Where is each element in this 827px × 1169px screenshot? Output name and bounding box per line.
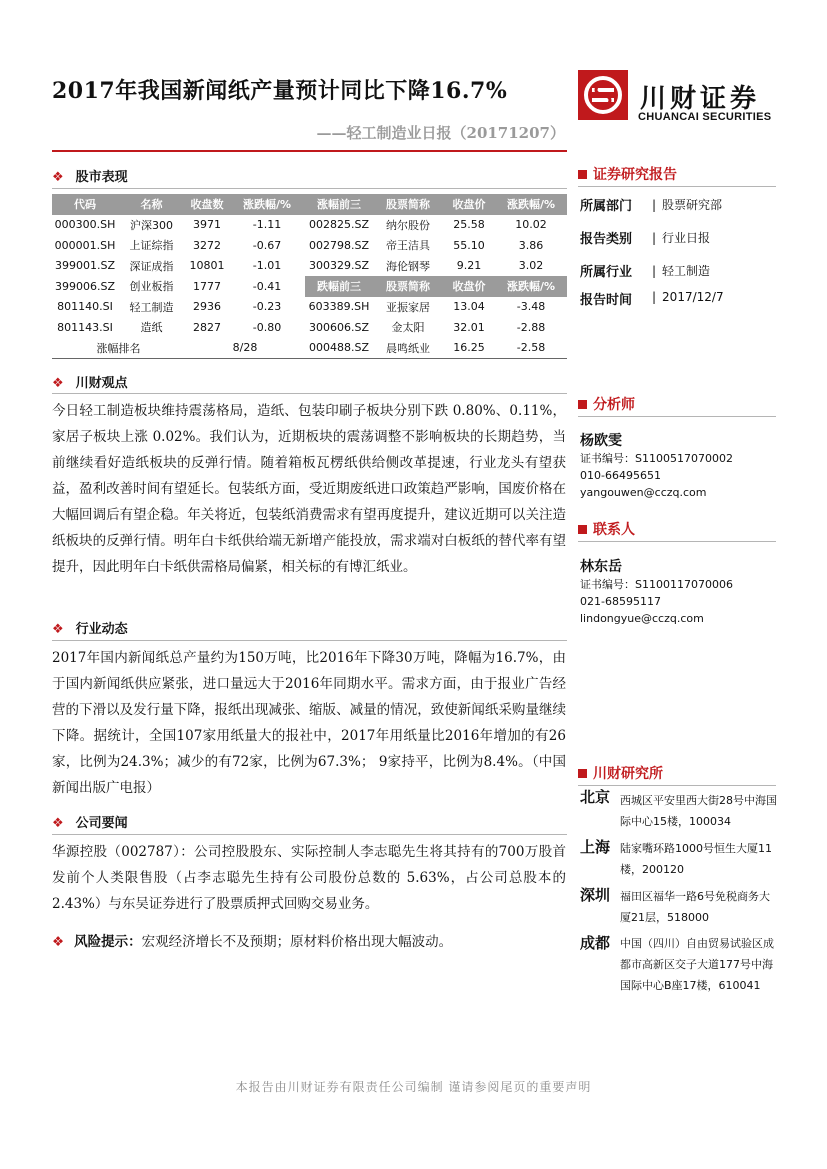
- cell: 9.21: [456, 259, 482, 273]
- cell: -0.41: [252, 279, 282, 293]
- info-label-type: 报告类别: [580, 232, 633, 247]
- cell: -3.48: [516, 300, 546, 314]
- analyst-cert: 证书编号：S1100517070002: [580, 452, 733, 465]
- risk-label: 风险提示：: [74, 934, 142, 950]
- city-shenzhen: 深圳: [580, 886, 611, 904]
- brand-name-en: CHUANCAI SECURITIES: [638, 111, 772, 123]
- report-title: 2017年我国新闻纸产量预计同比下降16.7%: [52, 78, 508, 104]
- cell: 399001.SZ: [54, 259, 115, 273]
- info-value-industry: | 轻工制造: [652, 264, 711, 278]
- diamond-bullet-icon: ❖: [52, 622, 64, 637]
- cell: 沪深300: [130, 218, 173, 232]
- cell: 轻工制造: [129, 300, 174, 314]
- section-industry-title: 行业动态: [75, 622, 128, 637]
- section-company-heading: [52, 812, 128, 831]
- analyst-phone: 010-66495651: [580, 469, 661, 482]
- cell: 16.25: [443, 338, 495, 359]
- page-footer: 本报告由川财证券有限责任公司编制 谨请参阅尾页的重要声明: [235, 1080, 592, 1094]
- cell: 300329.SZ: [308, 259, 369, 273]
- col-header: 涨幅前三: [305, 194, 373, 215]
- cell: 创业板指: [129, 280, 174, 294]
- cell: 000488.SZ: [305, 338, 373, 359]
- square-bullet-icon: [578, 400, 587, 409]
- col-header: 跌幅前三: [305, 276, 373, 297]
- cell: -2.88: [516, 320, 546, 334]
- section-market-title: 股市表现: [75, 170, 128, 185]
- cell: 55.10: [453, 238, 485, 252]
- address-shenzhen: 福田区福华一路6号免税商务大厦21层，518000: [620, 890, 770, 924]
- cell: 25.58: [453, 218, 485, 232]
- sidebar-divider: [578, 541, 776, 542]
- cell: 海伦钢琴: [386, 259, 430, 273]
- cell: 000300.SH: [54, 218, 116, 232]
- col-header: 收盘价: [443, 194, 495, 215]
- sidebar-contact-title: 联系人: [593, 522, 635, 538]
- col-header: 股票简称: [373, 194, 443, 215]
- square-bullet-icon: [578, 170, 587, 179]
- cell: 13.04: [453, 300, 485, 314]
- col-header: 涨跌幅/%: [495, 276, 567, 297]
- section-industry-heading: [52, 618, 128, 637]
- diamond-bullet-icon: ❖: [52, 170, 64, 185]
- risk-warning: [52, 930, 452, 950]
- industry-paragraph: 2017年国内新闻纸总产量约为150万吨，比2016年下降30万吨，降幅为16.7%，由于国内新闻纸供应紧张，进口量远大于2016年同期水平。需求方面，由于报业广告经营的下滑以及发行量下降，报纸出现减张、缩版、减量的情况，致使新闻纸采购量继续下降。据统计，全国107家用纸量大的报社中，2017年用纸量比2016年增加的有26家，比例为24.3%；减少的有72家，比例为67.3%； 9家持平，比例为8.4%。（中国新闻出版广电报）: [52, 650, 566, 796]
- cell: 2936: [193, 300, 221, 314]
- cell: -0.67: [252, 238, 282, 252]
- contact-phone: 021-68595117: [580, 595, 661, 608]
- city-shanghai: 上海: [580, 838, 611, 856]
- col-header: 涨跌幅/%: [229, 194, 305, 215]
- sidebar-institute-heading: [578, 763, 663, 783]
- table-row: [52, 276, 567, 297]
- section-divider: [52, 834, 567, 835]
- sidebar-analyst-heading: [578, 394, 635, 414]
- risk-text: 宏观经济增长不及预期；原材料价格出现大幅波动。: [141, 934, 453, 950]
- section-view-title: 川财观点: [75, 376, 128, 391]
- cell: 002825.SZ: [308, 218, 369, 232]
- col-header: 股票简称: [373, 276, 443, 297]
- sidebar-contact-heading: [578, 519, 635, 539]
- rank-value: 8/28: [185, 338, 305, 359]
- cell: 3272: [193, 238, 221, 252]
- square-bullet-icon: [578, 525, 587, 534]
- cell: 603389.SH: [308, 300, 370, 314]
- address-beijing: 西城区平安里西大街28号中海国际中心15楼，100034: [620, 794, 777, 828]
- cell: -0.23: [252, 300, 282, 314]
- sidebar-report-title: 证券研究报告: [593, 167, 677, 183]
- city-chengdu: 成都: [580, 934, 611, 952]
- cell: 801143.SI: [57, 320, 113, 334]
- section-divider: [52, 393, 567, 394]
- section-view-heading: [52, 372, 128, 391]
- cell: 002798.SZ: [308, 238, 369, 252]
- market-table: [52, 194, 567, 359]
- cell: 2827: [193, 320, 221, 334]
- cell: 300606.SZ: [308, 320, 369, 334]
- table-row: [52, 317, 567, 338]
- cell: 1777: [193, 279, 221, 293]
- info-value-date: | 2017/12/7: [652, 290, 724, 304]
- info-value-dept: | 股票研究部: [652, 198, 723, 212]
- section-divider: [52, 640, 567, 641]
- contact-email[interactable]: lindongyue@cczq.com: [580, 612, 704, 625]
- analyst-email[interactable]: yangouwen@cczq.com: [580, 486, 707, 499]
- cell: 399006.SZ: [54, 279, 115, 293]
- info-value-type: | 行业日报: [652, 231, 711, 245]
- contact-cert: 证书编号：S1100117070006: [580, 578, 733, 591]
- cell: 亚振家居: [386, 300, 430, 314]
- info-label-industry: 所属行业: [580, 265, 633, 280]
- col-header: 涨跌幅/%: [495, 194, 567, 215]
- cell: 3971: [193, 218, 221, 232]
- cell: 晨鸣纸业: [373, 338, 443, 359]
- address-chengdu: 中国（四川）自由贸易试验区成都市高新区交子大道177号中海国际中心B座17楼，610041: [620, 937, 774, 992]
- table-header-row: [52, 194, 567, 215]
- section-company-title: 公司要闻: [75, 816, 128, 831]
- cell: 金太阳: [391, 321, 425, 335]
- sidebar-report-heading: [578, 164, 677, 184]
- sidebar-divider: [578, 416, 776, 417]
- analyst-name: 杨欧雯: [580, 433, 622, 449]
- sidebar-divider: [578, 186, 776, 187]
- chuancai-logo-icon: [578, 70, 628, 120]
- col-header: 名称: [118, 194, 185, 215]
- cell: 上证综指: [129, 239, 174, 253]
- col-header: 收盘价: [443, 276, 495, 297]
- cell: 纳尔股份: [386, 218, 430, 232]
- cell: 10.02: [515, 218, 547, 232]
- col-header: 收盘数: [185, 194, 229, 215]
- info-label-date: 报告时间: [580, 293, 633, 308]
- section-market-heading: [52, 166, 128, 185]
- table-row: [52, 235, 567, 256]
- report-subtitle: ——轻工制造业日报（20171207）: [316, 124, 565, 142]
- sidebar-institute-title: 川财研究所: [593, 766, 663, 782]
- diamond-bullet-icon: ❖: [52, 816, 64, 831]
- brand-name-cn: 川财证券: [640, 84, 761, 114]
- rank-label: 涨幅排名: [52, 338, 185, 359]
- cell: -1.11: [252, 218, 282, 232]
- diamond-bullet-icon: ❖: [52, 934, 65, 950]
- table-row: [52, 338, 567, 359]
- cell: 000001.SH: [54, 238, 116, 252]
- cell: 深证成指: [129, 259, 174, 273]
- square-bullet-icon: [578, 769, 587, 778]
- city-beijing: 北京: [580, 788, 611, 806]
- cell: 造纸: [140, 321, 163, 335]
- cell: 3.86: [518, 238, 544, 252]
- diamond-bullet-icon: ❖: [52, 376, 64, 391]
- col-header: 代码: [52, 194, 118, 215]
- cell: 帝王洁具: [386, 239, 430, 253]
- cell: 32.01: [453, 320, 485, 334]
- cell: 3.02: [518, 259, 544, 273]
- section-divider: [52, 188, 567, 189]
- view-paragraph: 今日轻工制造板块维持震荡格局，造纸、包装印刷子板块分别下跌 0.80%、0.11%，家居子板块上涨 0.02%。我们认为，近期板块的震荡调整不影响板块的长期趋势，当前继续看好造纸板块的反弹行情。随着箱板瓦楞纸供给侧改革提速，行业龙头有望获益，盈利改善时间有望延长。包装纸方面，受近期废纸进口政策趋严影响，国废价格在大幅回调后有望企稳。年关将近，包装纸消费需求有望再度提升，建议近期可以关注造纸板块的反弹行情。明年白卡纸供给端无新增产能投放，需求端对白板纸的替代率有望提升，因此明年白卡纸供需格局偏紧，相关标的有博汇纸业。: [52, 403, 566, 575]
- cell: 801140.SI: [57, 300, 113, 314]
- info-label-dept: 所属部门: [580, 199, 633, 214]
- cell: -2.58: [495, 338, 567, 359]
- sidebar-analyst-title: 分析师: [593, 397, 635, 413]
- header-divider: [52, 150, 567, 152]
- company-paragraph: 华源控股（002787）：公司控股股东、实际控制人李志聪先生将其持有的700万股首发前个人类限售股（占李志聪先生持有公司股份总数的 5.63%，占公司总股本的 2.43%）与东吴证券进行了股票质押式回购交易业务。: [52, 844, 566, 912]
- cell: -0.80: [252, 320, 282, 334]
- cell: -1.01: [252, 259, 282, 273]
- table-row: [52, 215, 567, 236]
- table-row: [52, 297, 567, 318]
- cell: 10801: [189, 259, 225, 273]
- address-shanghai: 陆家嘴环路1000号恒生大厦11楼，200120: [620, 842, 772, 876]
- table-row: [52, 256, 567, 277]
- contact-name: 林东岳: [580, 559, 622, 575]
